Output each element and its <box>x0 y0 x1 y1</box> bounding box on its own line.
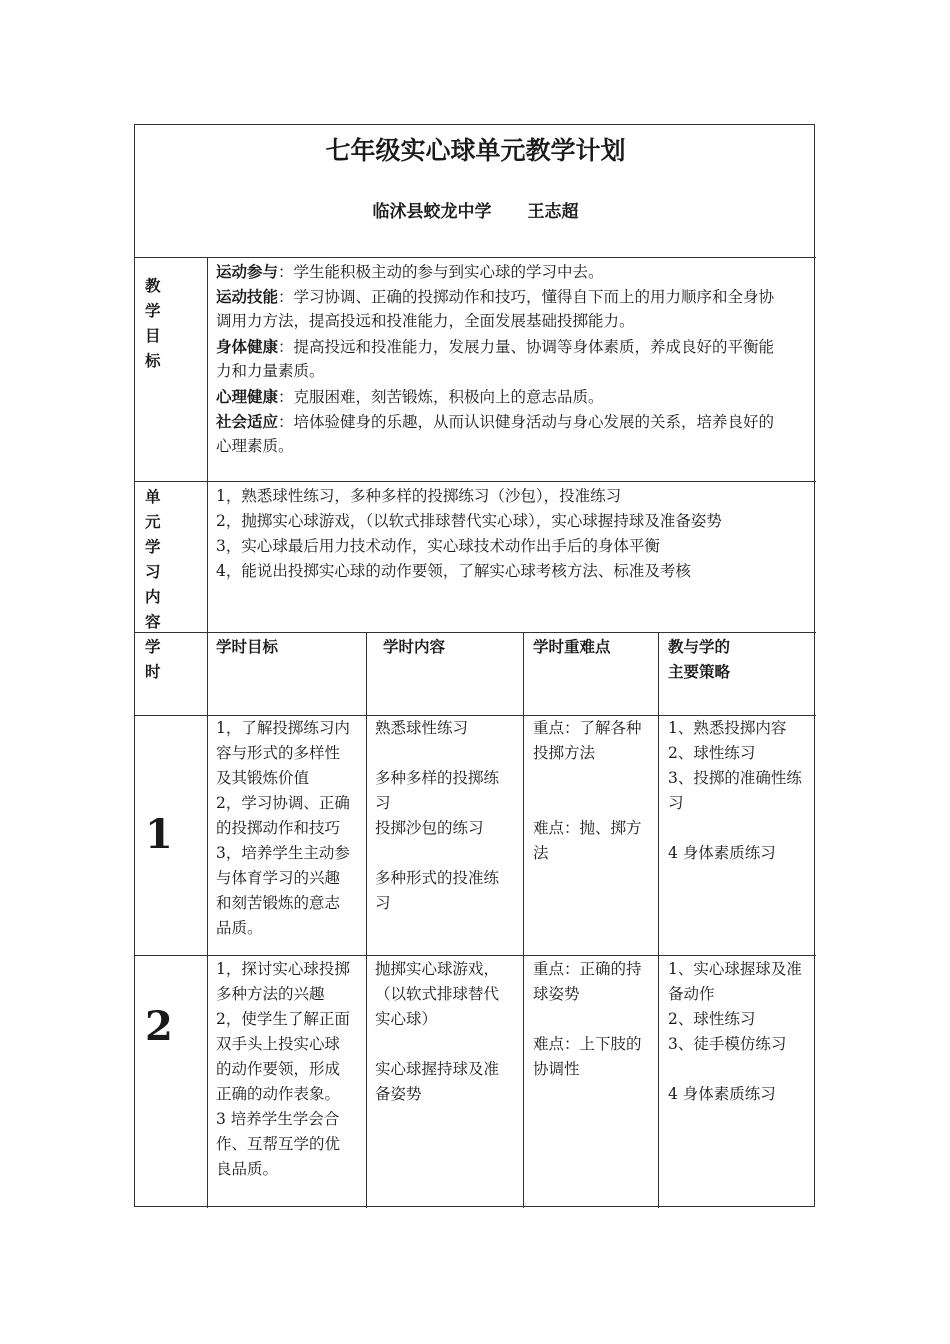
lesson-goal-line: 1，了解投掷练习内 <box>216 719 350 737</box>
lesson-goal-line: 品质。 <box>216 919 263 937</box>
divider <box>135 481 816 482</box>
header-strategy: 教与学的 <box>668 637 731 656</box>
lesson-strategy-line: 3、投掷的准确性练 <box>668 769 802 787</box>
lesson-keypoint-line: 投掷方法 <box>533 744 596 762</box>
goal-line: 调用力方法，提高投远和投准能力，全面发展基础投掷能力。 <box>216 312 635 330</box>
lesson-content-line: 抛掷实心球游戏， <box>375 960 500 978</box>
goal-line: 心理健康：克服困难，刻苦锻炼，积极向上的意志品质。 <box>216 387 604 406</box>
lesson-goal-line: 2，使学生了解正面 <box>216 1010 350 1028</box>
unit-content-line: 1，熟悉球性练习，多种多样的投掷练习（沙包），投准练习 <box>216 487 622 505</box>
lesson-content-line: 熟悉球性练习 <box>375 719 469 737</box>
divider <box>658 632 659 1208</box>
header-strategy: 主要策略 <box>668 662 731 681</box>
lesson-strategy-line: 1、实心球握球及准 <box>668 960 802 978</box>
page-title: 七年级实心球单元教学计划 <box>325 136 626 165</box>
lesson-keypoint-line: 协调性 <box>533 1060 580 1078</box>
lesson-keypoint-line: 难点：上下肢的 <box>533 1035 642 1053</box>
lesson-content-line: 多种形式的投准练 <box>375 869 500 887</box>
goal-line: 力和力量素质。 <box>216 362 325 380</box>
goal-line: 运动技能：学习协调、正确的投掷动作和技巧，懂得自下而上的用力顺序和全身协 <box>216 287 775 306</box>
lesson-goal-line: 容与形式的多样性 <box>216 744 341 762</box>
lesson-content-line: 习 <box>375 894 391 912</box>
unit-content-label: 单 元 学 习 内 容 <box>145 487 161 631</box>
lesson-goal-line: 的投掷动作和技巧 <box>216 819 341 837</box>
lesson-content-line: 投掷沙包的练习 <box>375 819 484 837</box>
divider <box>523 632 524 1208</box>
lesson-goal-line: 与体育学习的兴趣 <box>216 869 341 887</box>
lesson-goal-line: 3 培养学生学会合 <box>216 1110 340 1128</box>
lesson-keypoint-line: 球姿势 <box>533 985 580 1003</box>
goal-line: 心理素质。 <box>216 437 294 455</box>
goal-line: 身体健康：提高投远和投准能力，发展力量、协调等身体素质，养成良好的平衡能 <box>216 337 775 356</box>
unit-content-line: 4，能说出投掷实心球的动作要领，了解实心球考核方法、标准及考核 <box>216 562 691 580</box>
divider <box>207 257 208 1208</box>
lesson-goal-line: 良品质。 <box>216 1160 279 1178</box>
school-name: 临沭县蛟龙中学 <box>372 202 492 222</box>
lesson-goal-line: 2，学习协调、正确 <box>216 794 350 812</box>
goals-label: 教 学 目 标 <box>145 276 161 370</box>
lesson-content-line: （以软式排球替代 <box>375 985 500 1003</box>
lesson-goal-line: 多种方法的兴趣 <box>216 985 325 1003</box>
goal-line: 社会适应：培体验健身的乐趣，从而认识健身活动与身心发展的关系，培养良好的 <box>216 412 775 431</box>
lesson-strategy-line: 4 身体素质练习 <box>668 844 776 862</box>
lesson-strategy-line: 2、球性练习 <box>668 1010 756 1028</box>
lesson-strategy-line: 2、球性练习 <box>668 744 756 762</box>
lesson-goal-line: 正确的动作表象。 <box>216 1085 341 1103</box>
lesson-header-label: 学 时 <box>145 637 161 681</box>
lesson-goal-line: 双手头上投实心球 <box>216 1035 341 1053</box>
divider <box>366 632 367 1208</box>
header-lesson-goal: 学时目标 <box>216 637 279 656</box>
lesson-content-line: 实心球握持球及准 <box>375 1060 500 1078</box>
divider <box>135 632 816 633</box>
divider <box>135 257 816 258</box>
lesson-strategy-line: 1、熟悉投掷内容 <box>668 719 787 737</box>
lesson-goal-line: 和刻苦锻炼的意志 <box>216 894 341 912</box>
lesson-strategy-line: 备动作 <box>668 985 715 1003</box>
lesson-keypoint-line: 重点：了解各种 <box>533 719 642 737</box>
header-key-points: 学时重难点 <box>533 637 611 656</box>
lesson-content-line: 备姿势 <box>375 1085 422 1103</box>
goal-line: 运动参与：学生能积极主动的参与到实心球的学习中去。 <box>216 262 604 281</box>
unit-content-line: 3，实心球最后用力技术动作，实心球技术动作出手后的身体平衡 <box>216 537 660 555</box>
lesson-strategy-line: 习 <box>668 794 684 812</box>
teacher-name: 王志超 <box>527 202 579 222</box>
divider <box>135 955 816 956</box>
lesson-strategy-line: 3、徒手模仿练习 <box>668 1035 787 1053</box>
lesson-content-line: 习 <box>375 794 391 812</box>
lesson-strategy-line: 4 身体素质练习 <box>668 1085 776 1103</box>
lesson-plan-table <box>134 124 815 1207</box>
unit-content-line: 2，抛掷实心球游戏，（以软式排球替代实心球），实心球握持球及准备姿势 <box>216 512 722 530</box>
lesson-content-line: 多种多样的投掷练 <box>375 769 500 787</box>
lesson-goal-line: 的动作要领，形成 <box>216 1060 341 1078</box>
lesson-goal-line: 及其锻炼价值 <box>216 769 310 787</box>
lesson-content-line: 实心球） <box>375 1010 438 1028</box>
lesson-number: 1 <box>145 811 173 858</box>
lesson-goal-line: 3，培养学生主动参 <box>216 844 350 862</box>
header-lesson-content: 学时内容 <box>383 637 446 656</box>
lesson-goal-line: 作、互帮互学的优 <box>216 1135 341 1153</box>
lesson-number: 2 <box>145 1003 173 1050</box>
lesson-keypoint-line: 法 <box>533 844 549 862</box>
lesson-goal-line: 1，探讨实心球投掷 <box>216 960 350 978</box>
author-line <box>135 199 816 225</box>
lesson-keypoint-line: 重点：正确的持 <box>533 960 642 978</box>
lesson-keypoint-line: 难点：抛、掷方 <box>533 819 642 837</box>
